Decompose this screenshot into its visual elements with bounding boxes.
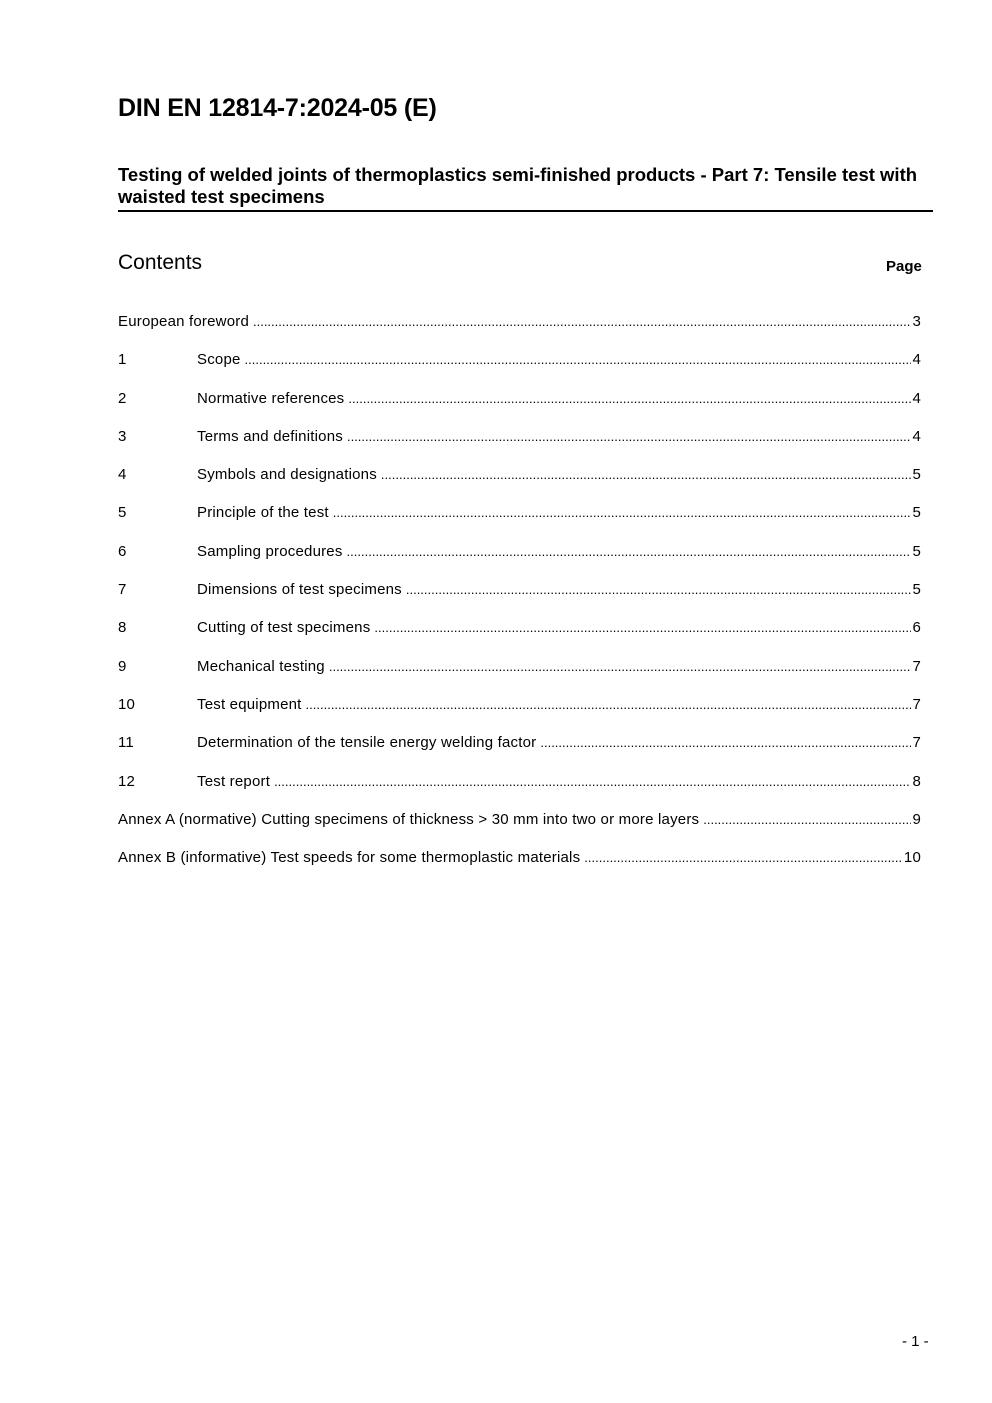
toc-entry-number: 2 bbox=[118, 389, 127, 407]
toc-entry-page: 4 bbox=[912, 427, 921, 445]
table-of-contents bbox=[118, 313, 921, 887]
toc-entry-page: 7 bbox=[912, 695, 921, 713]
toc-leader-dots bbox=[348, 391, 911, 406]
toc-entry-4[interactable] bbox=[118, 466, 921, 504]
toc-entry-title: Test equipment bbox=[197, 695, 302, 713]
toc-entry-page: 6 bbox=[912, 619, 921, 637]
toc-leader-dots bbox=[306, 697, 912, 712]
toc-entry-page: 4 bbox=[912, 389, 921, 407]
toc-entry-page: 3 bbox=[912, 313, 921, 330]
toc-leader-dots bbox=[274, 774, 911, 789]
toc-entry-page: 5 bbox=[912, 466, 921, 484]
document-subtitle: Testing of welded joints of thermoplastics semi-finished products - Part 7: Tensile test with waisted test specimens bbox=[118, 164, 933, 212]
toc-entry-annex-a[interactable] bbox=[118, 811, 921, 849]
toc-entry-number: 10 bbox=[118, 695, 136, 713]
toc-leader-dots bbox=[406, 582, 912, 597]
toc-entry-title: Test report bbox=[197, 772, 271, 790]
toc-entry-number: 8 bbox=[118, 619, 127, 637]
toc-entry-title: Annex A (normative) Cutting specimens of thickness > 30 mm into two or more layers bbox=[118, 810, 700, 828]
toc-leader-dots bbox=[584, 850, 903, 865]
toc-entry-page: 5 bbox=[912, 542, 921, 560]
toc-entry-number: 9 bbox=[118, 657, 127, 675]
toc-leader-dots bbox=[381, 467, 912, 482]
toc-entry-number: 7 bbox=[118, 581, 127, 599]
toc-entry-number: 3 bbox=[118, 427, 127, 445]
toc-leader-dots bbox=[374, 620, 911, 635]
toc-entry-foreword[interactable] bbox=[118, 313, 921, 351]
toc-leader-dots bbox=[540, 735, 911, 750]
toc-entry-page: 4 bbox=[912, 351, 921, 369]
toc-entry-8[interactable] bbox=[118, 619, 921, 657]
toc-leader-dots bbox=[347, 544, 912, 559]
toc-leader-dots bbox=[347, 429, 912, 444]
toc-entry-number: 4 bbox=[118, 466, 127, 484]
toc-entry-annex-b[interactable] bbox=[118, 849, 921, 887]
toc-entry-page: 10 bbox=[903, 849, 921, 867]
toc-entry-2[interactable] bbox=[118, 390, 921, 428]
page-number: - 1 - bbox=[902, 1333, 929, 1350]
toc-entry-number: 12 bbox=[118, 772, 136, 790]
toc-entry-title: European foreword bbox=[118, 313, 249, 330]
toc-entry-page: 8 bbox=[912, 772, 921, 790]
toc-entry-3[interactable] bbox=[118, 428, 921, 466]
toc-entry-10[interactable] bbox=[118, 696, 921, 734]
toc-entry-title: Cutting of test specimens bbox=[197, 619, 371, 637]
toc-entry-page: 7 bbox=[912, 734, 921, 752]
toc-entry-9[interactable] bbox=[118, 658, 921, 696]
toc-entry-title: Mechanical testing bbox=[197, 657, 325, 675]
toc-entry-11[interactable] bbox=[118, 734, 921, 772]
toc-entry-1[interactable] bbox=[118, 351, 921, 389]
toc-entry-6[interactable] bbox=[118, 543, 921, 581]
toc-leader-dots bbox=[703, 812, 911, 827]
toc-entry-5[interactable] bbox=[118, 504, 921, 542]
toc-entry-title: Scope bbox=[197, 351, 241, 369]
toc-entry-title: Dimensions of test specimens bbox=[197, 581, 402, 599]
toc-entry-7[interactable] bbox=[118, 581, 921, 619]
toc-entry-page: 5 bbox=[912, 504, 921, 522]
toc-entry-title: Principle of the test bbox=[197, 504, 329, 522]
toc-entry-page: 5 bbox=[912, 581, 921, 599]
toc-entry-page: 7 bbox=[912, 657, 921, 675]
toc-entry-title: Terms and definitions bbox=[197, 427, 343, 445]
toc-entry-12[interactable] bbox=[118, 773, 921, 811]
contents-heading: Contents bbox=[118, 251, 203, 274]
page-column-heading: Page bbox=[886, 258, 922, 275]
toc-leader-dots bbox=[329, 659, 912, 674]
toc-entry-number: 5 bbox=[118, 504, 127, 522]
toc-entry-title: Symbols and designations bbox=[197, 466, 377, 484]
toc-entry-number: 6 bbox=[118, 542, 127, 560]
toc-entry-title: Normative references bbox=[197, 389, 345, 407]
toc-entry-title: Sampling procedures bbox=[197, 542, 343, 560]
toc-leader-dots bbox=[333, 505, 912, 520]
toc-leader-dots bbox=[245, 352, 912, 367]
toc-leader-dots bbox=[253, 314, 911, 329]
toc-entry-title: Determination of the tensile energy welding factor bbox=[197, 734, 537, 752]
document-title: DIN EN 12814-7:2024-05 (E) bbox=[118, 94, 437, 122]
toc-entry-title: Annex B (informative) Test speeds for some thermoplastic materials bbox=[118, 849, 581, 867]
toc-entry-number: 11 bbox=[118, 734, 134, 752]
toc-entry-page: 9 bbox=[912, 810, 921, 828]
toc-entry-number: 1 bbox=[118, 351, 127, 369]
